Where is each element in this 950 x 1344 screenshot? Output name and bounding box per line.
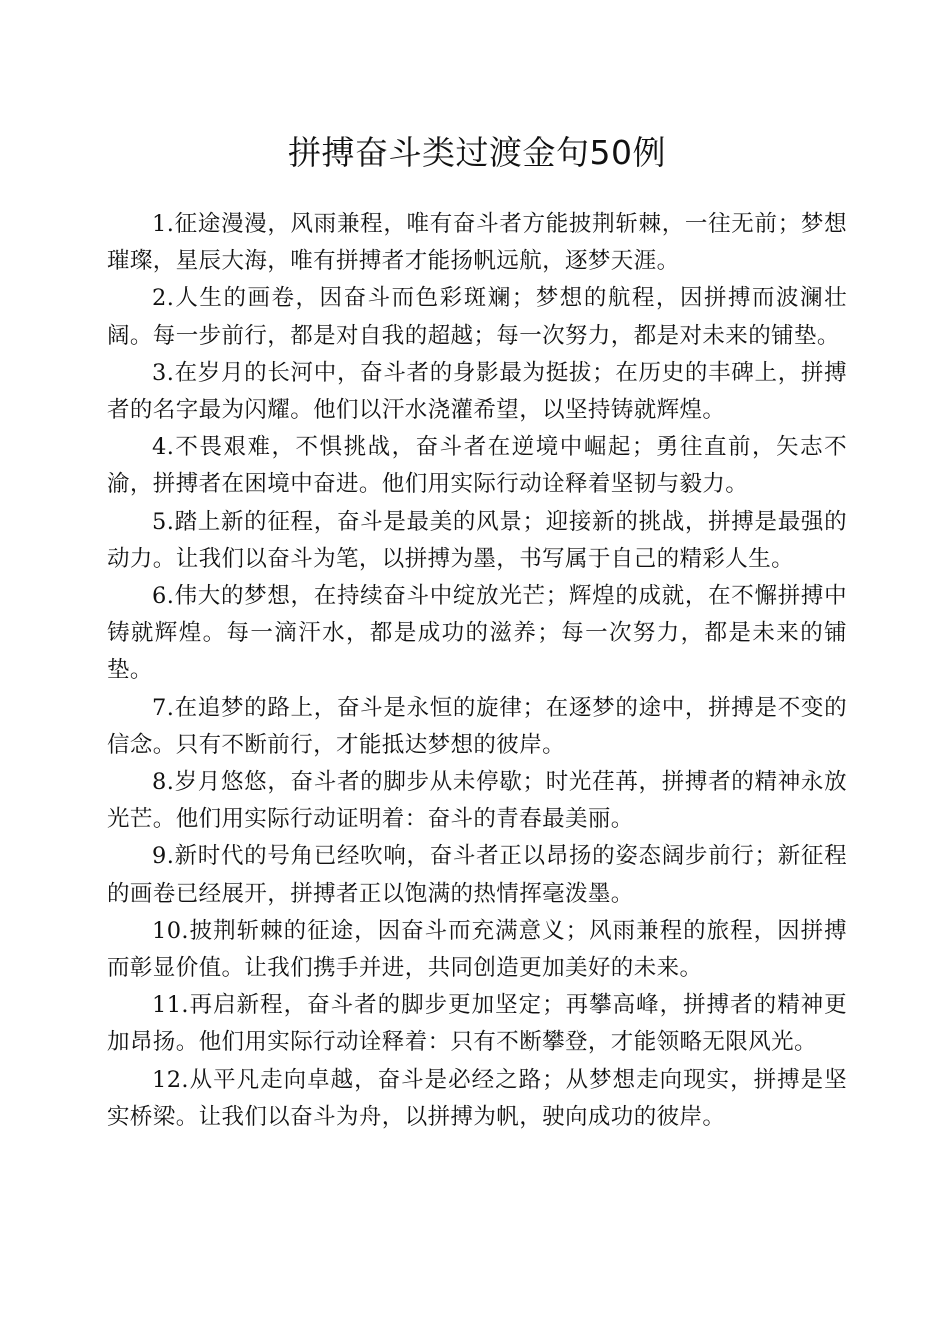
paragraph-10: 10.披荆斩棘的征途，因奋斗而充满意义；风雨兼程的旅程，因拼搏而彰显价值。让我们携手并进，共同创造更加美好的未来。 xyxy=(107,917,847,982)
document-page xyxy=(107,128,847,1136)
paragraph-7: 7.在追梦的路上，奋斗是永恒的旋律；在逐梦的途中，拼搏是不变的信念。只有不断前行，才能抵达梦想的彼岸。 xyxy=(107,694,847,758)
paragraph-4: 4.不畏艰难，不惧挑战，奋斗者在逆境中崛起；勇往直前，矢志不渝，拼搏者在困境中奋进。他们用实际行动诠释着坚韧与毅力。 xyxy=(107,434,847,498)
paragraph-11: 11.再启新程，奋斗者的脚步更加坚定；再攀高峰，拼搏者的精神更加昂扬。他们用实际行动诠释着：只有不断攀登，才能领略无限风光。 xyxy=(107,992,847,1056)
paragraph-12: 12.从平凡走向卓越，奋斗是必经之路；从梦想走向现实，拼搏是坚实桥梁。让我们以奋斗为舟，以拼搏为帆，驶向成功的彼岸。 xyxy=(107,1066,847,1130)
paragraph-5: 5.踏上新的征程，奋斗是最美的风景；迎接新的挑战，拼搏是最强的动力。让我们以奋斗为笔，以拼搏为墨，书写属于自己的精彩人生。 xyxy=(107,508,847,572)
document-title: 拼搏奋斗类过渡金句50例 xyxy=(288,133,666,172)
paragraph-3: 3.在岁月的长河中，奋斗者的身影最为挺拔；在历史的丰碑上，拼搏者的名字最为闪耀。他们以汗水浇灌希望，以坚持铸就辉煌。 xyxy=(107,359,847,424)
paragraph-9: 9.新时代的号角已经吹响，奋斗者正以昂扬的姿态阔步前行；新征程的画卷已经展开，拼搏者正以饱满的热情挥毫泼墨。 xyxy=(107,843,847,907)
paragraph-2: 2.人生的画卷，因奋斗而色彩斑斓；梦想的航程，因拼搏而波澜壮阔。每一步前行，都是对自我的超越；每一次努力，都是对未来的铺垫。 xyxy=(107,285,847,349)
paragraph-6: 6.伟大的梦想，在持续奋斗中绽放光芒；辉煌的成就，在不懈拼搏中铸就辉煌。每一滴汗水，都是成功的滋养；每一次努力，都是未来的铺垫。 xyxy=(107,583,847,684)
paragraph-1: 1.征途漫漫，风雨兼程，唯有奋斗者方能披荆斩棘，一往无前；梦想璀璨，星辰大海，唯有拼搏者才能扬帆远航，逐梦天涯。 xyxy=(107,211,847,275)
paragraph-8: 8.岁月悠悠，奋斗者的脚步从未停歇；时光荏苒，拼搏者的精神永放光芒。他们用实际行动证明着：奋斗的青春最美丽。 xyxy=(107,769,847,833)
